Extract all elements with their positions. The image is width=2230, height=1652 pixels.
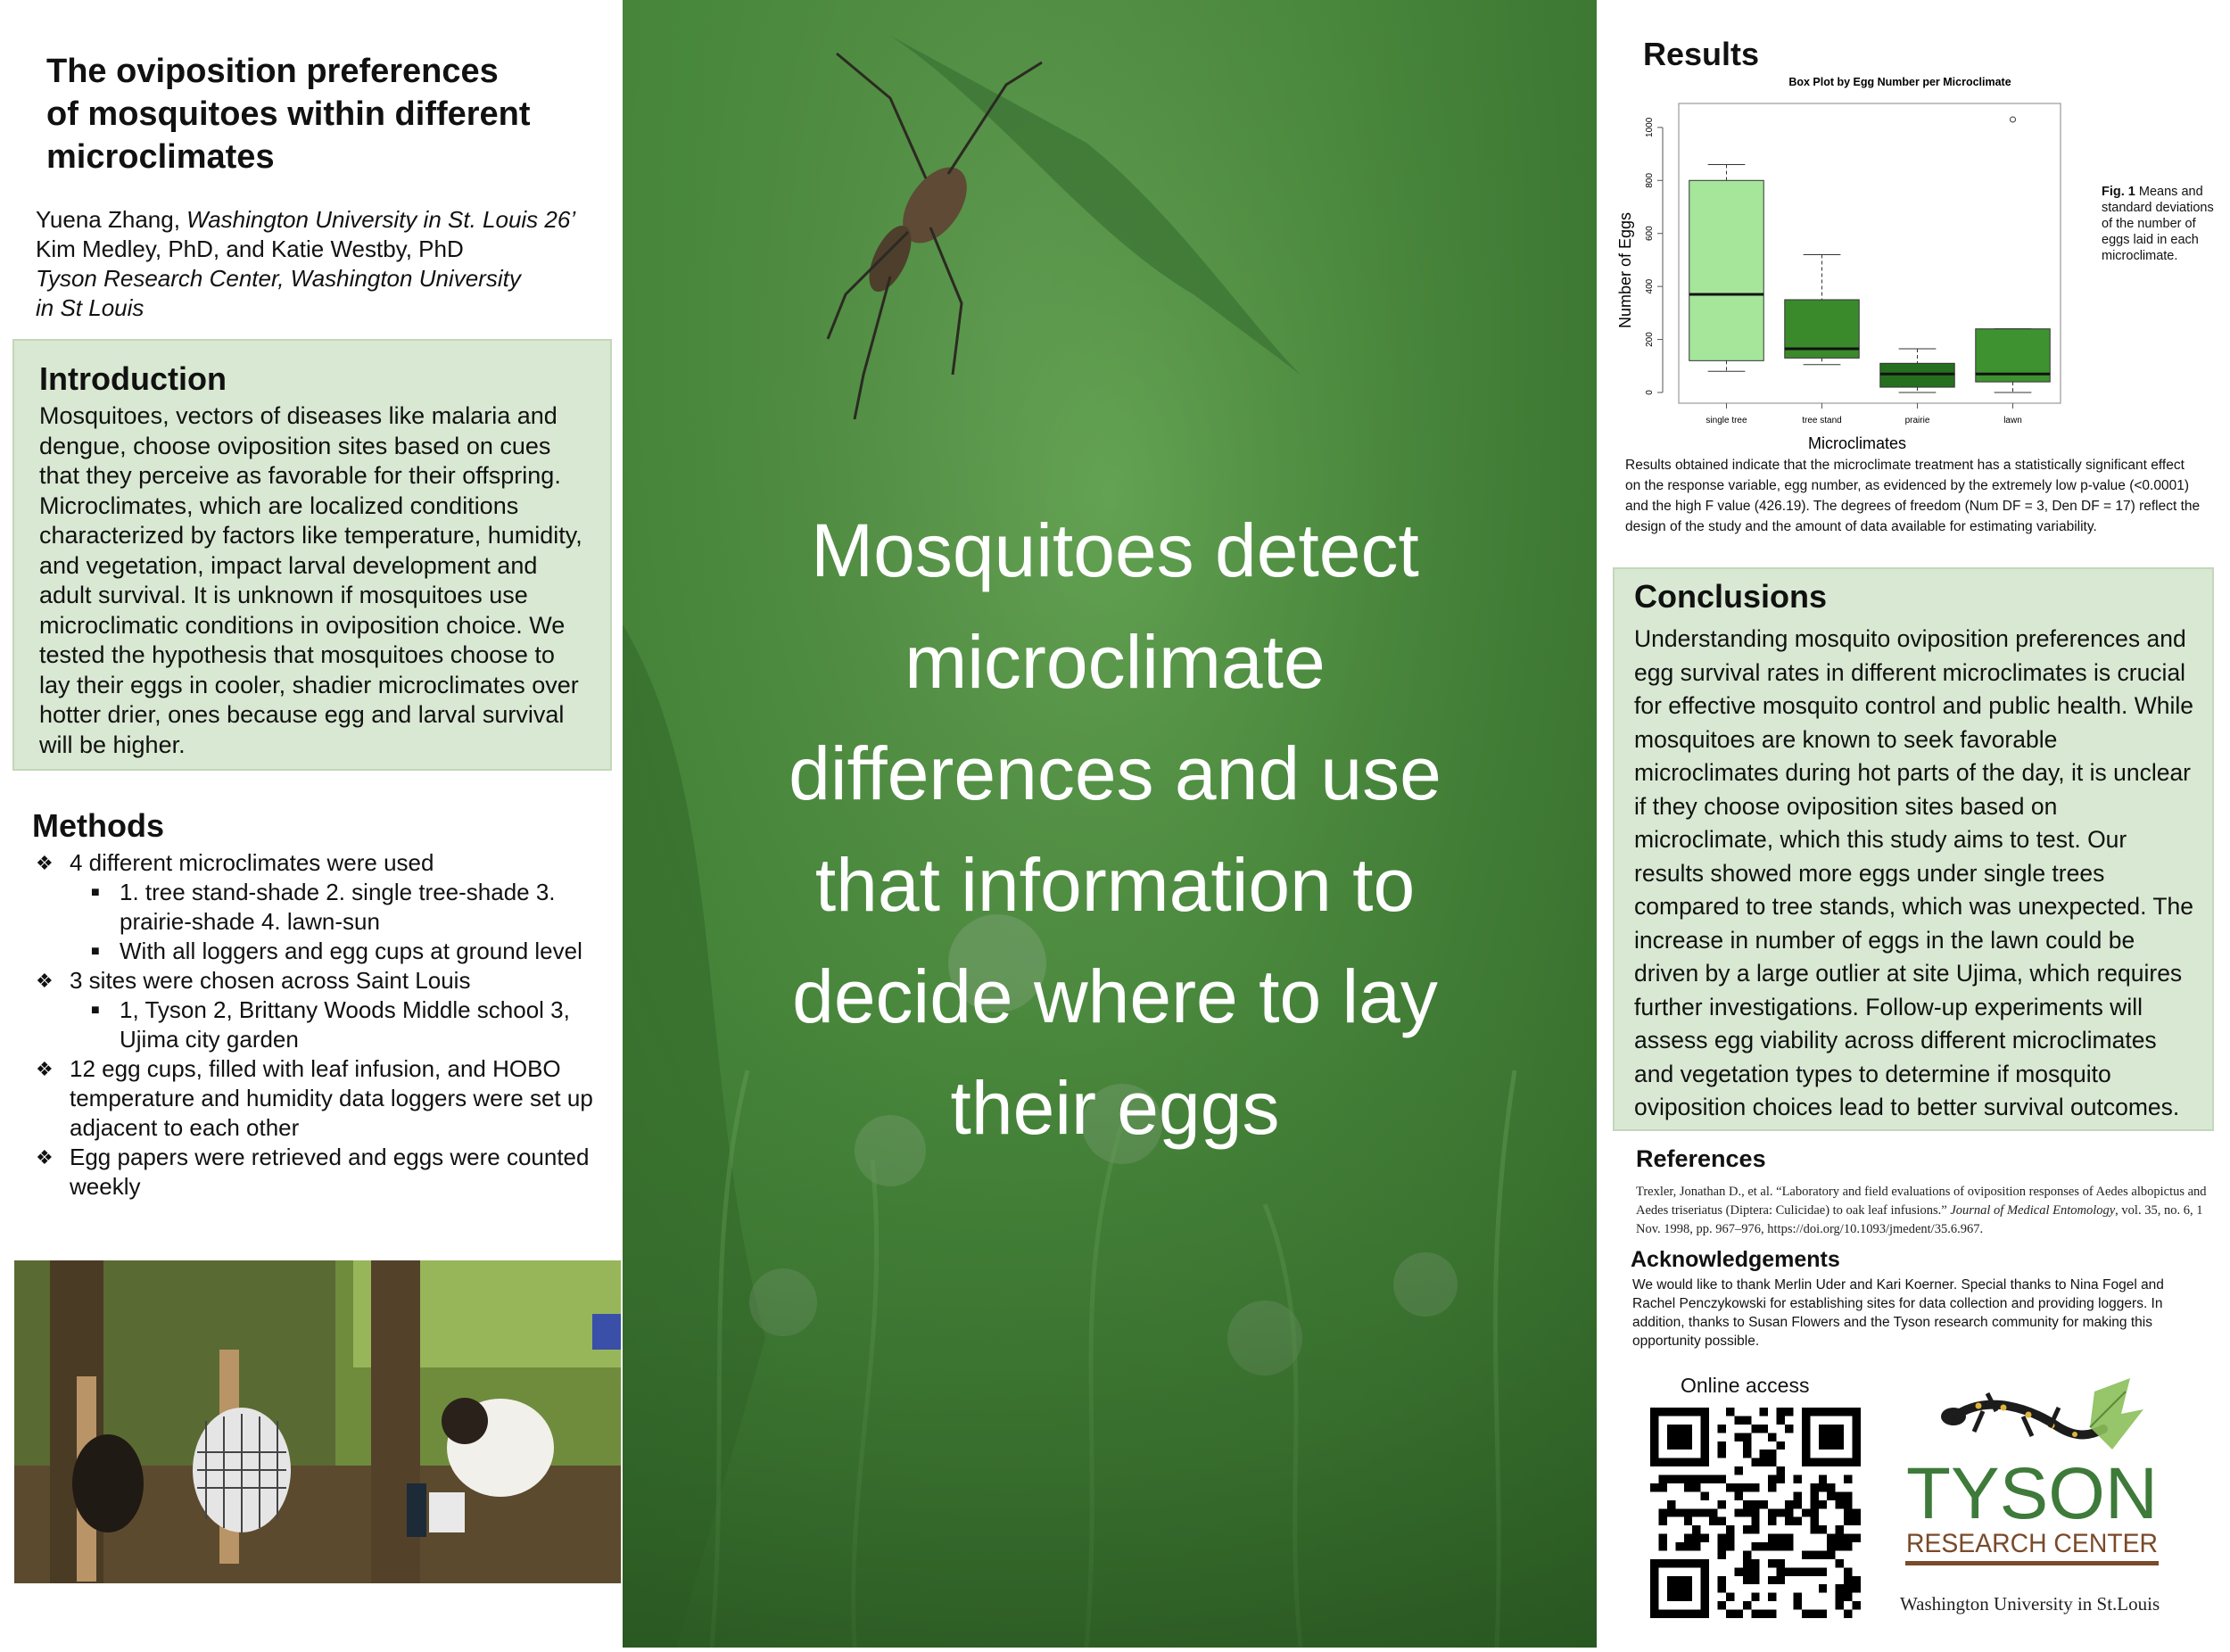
qr-module [1718, 1441, 1726, 1450]
title-line-3: microclimates [46, 138, 275, 176]
x-tick-label: lawn [2003, 416, 2022, 425]
methods-item: ❖ 3 sites were chosen across Saint Louis [36, 967, 471, 994]
qr-module [1701, 1491, 1709, 1499]
qr-module [1777, 1567, 1785, 1575]
methods-item: ❖ Egg papers were retrieved and eggs were counted weekly [36, 1144, 590, 1200]
qr-module [1734, 1610, 1742, 1618]
author-affiliation: Washington University in St. Louis 26’ [186, 206, 576, 233]
x-tick-label: prairie [1904, 416, 1930, 425]
diamond-bullet-icon: ❖ [36, 1146, 54, 1169]
box-tree-stand [1785, 254, 1859, 364]
qr-module [1760, 1425, 1768, 1433]
qr-module [1743, 1483, 1751, 1491]
y-tick-label: 400 [1645, 278, 1655, 294]
qr-module [1718, 1425, 1726, 1433]
qr-module [1726, 1593, 1734, 1601]
qr-module [1836, 1584, 1844, 1592]
field-photo [14, 1260, 621, 1583]
qr-module [1734, 1483, 1742, 1491]
y-tick-label: 800 [1645, 172, 1655, 188]
qr-module [1743, 1441, 1751, 1450]
qr-module [1718, 1550, 1726, 1558]
reference-entry: Trexler, Jonathan D., et al. “Laboratory and field evaluations of oviposition responses of Aedes albopictus and Aedes triseriatus (Diptera: Culicidae) to oak leaf infusions.” Journal of Medical Entomology, vol. 35, no. 6, 1 Nov. 1998, pp. 967–976, https://doi.org/10.1093/jmedent/35.6.967. [1636, 1185, 2207, 1236]
qr-module [1751, 1576, 1759, 1584]
qr-module [1768, 1534, 1776, 1542]
qr-module [1844, 1517, 1852, 1525]
qr-module [1785, 1534, 1793, 1542]
qr-module [1658, 1483, 1666, 1491]
square-bullet-icon: ■ [91, 944, 100, 959]
qr-module [1743, 1433, 1751, 1441]
qr-module [1810, 1525, 1818, 1533]
qr-module [1844, 1584, 1852, 1592]
qr-module [1844, 1500, 1852, 1508]
qr-module [1718, 1584, 1726, 1592]
qr-module [1751, 1508, 1759, 1516]
qr-module [1810, 1517, 1818, 1525]
methods-section [32, 807, 612, 1202]
diamond-bullet-icon: ❖ [36, 970, 54, 992]
qr-module [1777, 1441, 1785, 1450]
qr-module [1793, 1601, 1801, 1609]
qr-module [1819, 1584, 1827, 1592]
acknowledgements-heading: Acknowledgements [1631, 1247, 1840, 1272]
logo-word-research-center: RESEARCH CENTER [1906, 1529, 2158, 1558]
qr-module [1709, 1475, 1717, 1483]
salamander-icon [1941, 1378, 2143, 1450]
qr-module [1701, 1534, 1709, 1542]
qr-module [1853, 1584, 1861, 1592]
x-axis [1706, 403, 2021, 425]
qr-module [1684, 1542, 1692, 1550]
qr-module [1692, 1534, 1700, 1542]
qr-module [1810, 1508, 1818, 1516]
qr-module [1701, 1508, 1709, 1516]
qr-module [1768, 1576, 1776, 1584]
qr-module [1768, 1450, 1776, 1458]
qr-code-icon[interactable] [1650, 1408, 1861, 1618]
qr-module [1810, 1500, 1818, 1508]
qr-module [1785, 1567, 1793, 1575]
qr-module [1802, 1610, 1810, 1618]
qr-module [1844, 1593, 1852, 1601]
qr-module [1709, 1508, 1717, 1516]
qr-module [1836, 1491, 1844, 1499]
references-heading: References [1636, 1145, 1766, 1172]
qr-module [1819, 1500, 1827, 1508]
qr-module [1734, 1508, 1742, 1516]
qr-module [1743, 1567, 1751, 1575]
qr-module [1827, 1483, 1835, 1491]
methods-subitem: ■ With all loggers and egg cups at ground level [91, 938, 582, 964]
qr-module [1726, 1610, 1734, 1618]
qr-module [1819, 1550, 1827, 1558]
qr-module [1684, 1517, 1692, 1525]
qr-module [1658, 1475, 1666, 1483]
qr-module [1658, 1508, 1666, 1516]
egg-boxplot [1616, 70, 2096, 452]
qr-module [1726, 1542, 1734, 1550]
results-text: Results obtained indicate that the microclimate treatment has a statistically significant effect on the response variable, egg number, as evidenced by the extremely low p-value (<0.0001) and the high F value (426.19). The degrees of freedom (Num DF = 3, Den DF = 17) reflect the design of the study and the amount of data available for estimating variability. [1625, 458, 2201, 534]
square-bullet-icon: ■ [91, 1003, 100, 1018]
qr-module [1836, 1601, 1844, 1609]
qr-module [1675, 1542, 1683, 1550]
x-axis-label: Microclimates [1807, 434, 1907, 452]
methods-item: ❖ 4 different microclimates were used [36, 849, 434, 876]
diamond-bullet-icon: ❖ [36, 852, 54, 874]
qr-module [1743, 1500, 1751, 1508]
methods-subitem: ■ 1, Tyson 2, Brittany Woods Middle school 3, Ujima city garden [91, 996, 570, 1053]
qr-module [1718, 1517, 1726, 1525]
qr-module [1743, 1559, 1751, 1567]
qr-module [1692, 1542, 1700, 1550]
wustl-wordmark: Washington University in St.Louis [1900, 1593, 2160, 1615]
qr-module [1844, 1542, 1852, 1550]
qr-module [1718, 1450, 1726, 1458]
qr-module [1709, 1517, 1717, 1525]
y-tick-label: 200 [1645, 332, 1655, 347]
qr-module [1793, 1593, 1801, 1601]
qr-module [1751, 1542, 1759, 1550]
qr-module [1751, 1610, 1759, 1618]
y-tick-label: 600 [1645, 226, 1655, 242]
journal-name: Journal of Medical Entomology [1950, 1203, 2116, 1218]
qr-module [1844, 1475, 1852, 1483]
qr-module [1667, 1500, 1675, 1508]
qr-module [1819, 1567, 1827, 1575]
methods-heading: Methods [32, 807, 164, 844]
qr-module [1658, 1542, 1666, 1550]
qr-module [1819, 1483, 1827, 1491]
qr-module [1836, 1593, 1844, 1601]
qr-module [1768, 1517, 1776, 1525]
figure-caption-text: Means and standard deviations of the number of eggs laid in each microclimate. [2102, 185, 2214, 263]
qr-module [1718, 1542, 1726, 1550]
qr-module [1777, 1416, 1785, 1424]
qr-module [1777, 1466, 1785, 1474]
qr-module [1692, 1483, 1700, 1491]
qr-module [1785, 1542, 1793, 1550]
qr-module [1819, 1475, 1827, 1483]
qr-module [1751, 1525, 1759, 1533]
qr-module [1802, 1508, 1810, 1516]
qr-module [1844, 1576, 1852, 1584]
y-tick-label: 0 [1645, 390, 1655, 395]
qr-module [1760, 1450, 1768, 1458]
qr-module [1768, 1483, 1776, 1491]
coauthors: Kim Medley, PhD, and Katie Westby, PhD [36, 235, 464, 262]
qr-module [1743, 1550, 1751, 1558]
qr-module [1836, 1534, 1844, 1542]
figure-number: Fig. 1 [2102, 185, 2135, 199]
qr-module [1810, 1491, 1818, 1499]
qr-module [1760, 1500, 1768, 1508]
qr-module [1726, 1525, 1734, 1533]
qr-module [1675, 1508, 1683, 1516]
figure-caption [2102, 184, 2218, 264]
qr-module [1836, 1542, 1844, 1550]
qr-module [1819, 1610, 1827, 1618]
methods-item: ❖ 12 egg cups, filled with leaf infusion, and HOBO temperature and humidity data loggers were set up adjacent to each other [36, 1055, 593, 1141]
qr-module [1692, 1475, 1700, 1483]
qr-module [1768, 1508, 1776, 1516]
qr-module [1751, 1483, 1759, 1491]
qr-module [1827, 1550, 1835, 1558]
qr-module [1777, 1576, 1785, 1584]
qr-module [1718, 1576, 1726, 1584]
qr-module [1751, 1559, 1759, 1567]
title-line-2: of mosquitoes within different [46, 95, 531, 133]
qr-module [1768, 1593, 1776, 1601]
qr-module [1810, 1483, 1818, 1491]
key-finding-statement: Mosquitoes detect microclimate differences and use that information to decide where to lay their eggs [789, 508, 1441, 1150]
qr-module [1743, 1508, 1751, 1516]
acknowledgements-text: We would like to thank Merlin Uder and Kari Koerner. Special thanks to Nina Fogel and Rachel Penczykowski for establishing sites for data collection and providing loggers. In addition, thanks to Susan Flowers and the Tyson research community for making this opportunity possible. [1632, 1277, 2164, 1349]
qr-module [1793, 1475, 1801, 1483]
qr-module [1692, 1508, 1700, 1516]
qr-module [1853, 1517, 1861, 1525]
author-block [36, 205, 624, 323]
qr-module [1802, 1567, 1810, 1575]
qr-module [1743, 1450, 1751, 1458]
qr-module [1844, 1508, 1852, 1516]
introduction-panel [12, 339, 612, 771]
qr-module [1658, 1517, 1666, 1525]
qr-module [1793, 1491, 1801, 1499]
institution-line-2: in St Louis [36, 294, 145, 321]
qr-module [1684, 1475, 1692, 1483]
qr-module [1844, 1491, 1852, 1499]
qr-module [1853, 1534, 1861, 1542]
introduction-text: Mosquitoes, vectors of diseases like malaria and dengue, choose oviposition sites based on cues that they perceive as favorable for their offspring. Microclimates, which are localized conditions characterized by factors like temperature, humidity, and vegetation, impact larval development and adult survival. It is unknown if mosquitoes use microclimatic conditions in oviposition choice. We tested the hypothesis that mosquitoes choose to lay their eggs in cooler, shadier microclimates over hotter drier, ones because egg and larval survival will be higher. [39, 402, 582, 758]
qr-module [1836, 1559, 1844, 1567]
qr-module [1836, 1525, 1844, 1533]
qr-module [1827, 1534, 1835, 1542]
qr-module [1684, 1508, 1692, 1516]
qr-module [1785, 1500, 1793, 1508]
qr-module [1777, 1408, 1785, 1416]
qr-module [1777, 1534, 1785, 1542]
iqr-box [1689, 180, 1763, 360]
qr-module [1760, 1610, 1768, 1618]
qr-module [1768, 1475, 1776, 1483]
box-lawn [1976, 117, 2050, 392]
tyson-logo [1898, 1374, 2166, 1588]
qr-module [1768, 1559, 1776, 1567]
qr-module [1667, 1508, 1675, 1516]
conclusions-text: Understanding mosquito oviposition preferences and egg survival rates in different microclimates is crucial for effective mosquito control and public health. While mosquitoes are known to seek favorable microclimates during hot parts of the day, it is unclear if they choose oviposition sites based on microclimate, which this study aims to test. Our results showed more eggs under single trees compared to tree stands, which was unexpected. The increase in number of eggs in the lawn could be driven by a large outlier at site Ujima, which requires further investigations. Follow-up experiments will assess egg viability across different microclimates and vegetation types to determine if mosquito oviposition choices lead to better survival outcomes. [1634, 625, 2194, 1120]
qr-module [1734, 1416, 1742, 1424]
qr-module [1718, 1534, 1726, 1542]
y-axis-label: Number of Eggs [1616, 211, 1634, 329]
methods-subitem: ■ 1. tree stand-shade 2. single tree-shade 3. prairie-shade 4. lawn-sun [91, 879, 556, 935]
qr-module [1726, 1534, 1734, 1542]
title-line-1: The oviposition preferences [46, 53, 499, 90]
y-tick-label: 1000 [1645, 117, 1655, 137]
box-single-tree [1689, 164, 1763, 371]
qr-module [1718, 1500, 1726, 1508]
logo-word-tyson: TYSON [1906, 1453, 2158, 1534]
poster-title [46, 50, 599, 178]
qr-module [1810, 1567, 1818, 1575]
qr-module [1844, 1610, 1852, 1618]
qr-module [1853, 1508, 1861, 1516]
qr-module [1718, 1475, 1726, 1483]
online-access-label: Online access [1681, 1374, 1810, 1397]
qr-module [1844, 1567, 1852, 1575]
conclusions-panel [1613, 567, 2214, 1131]
introduction-heading: Introduction [39, 360, 227, 397]
qr-module [1827, 1542, 1835, 1550]
qr-module [1785, 1425, 1793, 1433]
qr-module [1751, 1517, 1759, 1525]
qr-module [1768, 1610, 1776, 1618]
author-name: Yuena Zhang, [36, 206, 187, 233]
results-heading: Results [1643, 36, 1760, 72]
methods-list [32, 848, 612, 1202]
x-tick-label: tree stand [1802, 416, 1842, 425]
y-axis [1645, 117, 1663, 394]
institution-line-1: Tyson Research Center, Washington University [36, 265, 521, 292]
qr-module [1810, 1550, 1818, 1558]
qr-module [1768, 1458, 1776, 1466]
qr-module [1658, 1534, 1666, 1542]
diamond-bullet-icon: ❖ [36, 1058, 54, 1080]
qr-module [1819, 1525, 1827, 1533]
x-tick-label: single tree [1706, 416, 1747, 425]
qr-module [1836, 1500, 1844, 1508]
qr-module [1844, 1534, 1852, 1542]
qr-module [1751, 1593, 1759, 1601]
qr-module [1853, 1601, 1861, 1609]
logo-rule [1905, 1561, 2159, 1565]
qr-module [1726, 1408, 1734, 1416]
qr-module [1827, 1491, 1835, 1499]
qr-module [1793, 1500, 1801, 1508]
qr-module [1726, 1483, 1734, 1491]
qr-module [1734, 1491, 1742, 1499]
qr-module [1760, 1458, 1768, 1466]
qr-module [1667, 1475, 1675, 1483]
qr-module [1692, 1525, 1700, 1533]
qr-module [1751, 1567, 1759, 1575]
qr-module [1810, 1610, 1818, 1618]
qr-module [1751, 1425, 1759, 1433]
square-bullet-icon: ■ [91, 885, 100, 900]
qr-module [1785, 1517, 1793, 1525]
qr-module [1777, 1559, 1785, 1567]
qr-module [1768, 1542, 1776, 1550]
qr-module [1701, 1475, 1709, 1483]
qr-module [1743, 1525, 1751, 1533]
qr-module [1793, 1517, 1801, 1525]
qr-module [1650, 1483, 1658, 1491]
qr-module [1785, 1408, 1793, 1416]
outlier-point [2011, 117, 2016, 122]
qr-module [1777, 1475, 1785, 1483]
qr-module [1675, 1475, 1683, 1483]
conclusions-heading: Conclusions [1634, 578, 1828, 615]
qr-module [1751, 1458, 1759, 1466]
qr-module [1734, 1433, 1742, 1441]
chart-title: Box Plot by Egg Number per Microclimate [1788, 76, 2011, 88]
qr-module [1777, 1542, 1785, 1550]
qr-module [1743, 1416, 1751, 1424]
qr-module [1760, 1408, 1768, 1416]
qr-module [1768, 1433, 1776, 1441]
qr-module [1684, 1483, 1692, 1491]
qr-module [1760, 1542, 1768, 1550]
qr-module [1734, 1466, 1742, 1474]
qr-module [1743, 1601, 1751, 1609]
qr-module [1734, 1567, 1742, 1575]
box-series [1689, 117, 2050, 392]
qr-module [1743, 1576, 1751, 1584]
qr-module [1785, 1508, 1793, 1516]
qr-module [1684, 1534, 1692, 1542]
qr-module [1718, 1601, 1726, 1609]
qr-module [1802, 1550, 1810, 1558]
qr-module [1777, 1508, 1785, 1516]
qr-module [1853, 1576, 1861, 1584]
qr-module [1751, 1500, 1759, 1508]
box-prairie [1880, 349, 1954, 392]
qr-module [1793, 1567, 1801, 1575]
